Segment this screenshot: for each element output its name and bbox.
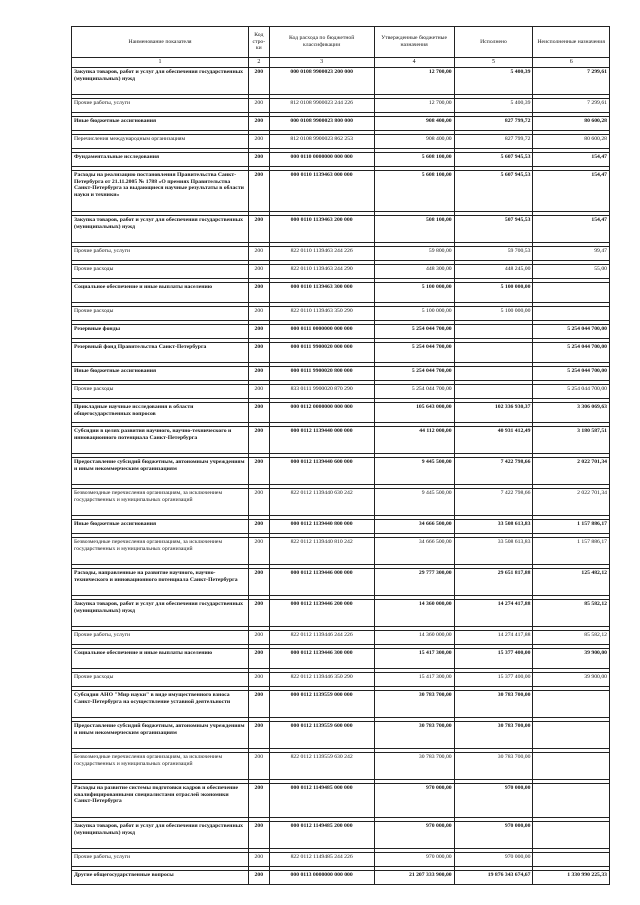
header-name: Наименование показателя: [72, 27, 249, 58]
row-name: Расходы на развитие системы подготовки кадров и обеспечение квалифицированными специалистами отраслей экономики Санкт-Петербурга: [72, 784, 249, 818]
row-line-code: 200: [249, 343, 270, 363]
row-executed-amount: [454, 385, 533, 399]
row-name: Резервные фонды: [72, 325, 249, 339]
row-name: Безвозмездные перечисления организациям, за исключением государственных и муниципальных организаций: [72, 489, 249, 516]
row-executed-amount: 14 274 417,88: [454, 631, 533, 645]
table-row: [72, 427, 610, 454]
row-name: Прикладные научные исследования в области общегосударственных вопросов: [72, 403, 249, 423]
row-executed-amount: [454, 367, 533, 381]
table-row: [72, 265, 610, 279]
table-row: [72, 343, 610, 363]
table-row: [72, 135, 610, 149]
row-classification-code: 000 0112 1139446 000 000: [269, 569, 374, 596]
row-unexecuted-amount: [533, 283, 610, 303]
row-classification-code: 822 0110 1139463 244 290: [269, 265, 374, 279]
table-row: [72, 569, 610, 596]
row-classification-code: 000 0108 9900023 800 000: [269, 117, 374, 131]
table-row: [72, 117, 610, 131]
row-classification-code: 000 0112 1149485 200 000: [269, 822, 374, 849]
row-unexecuted-amount: 1 157 886,17: [533, 538, 610, 565]
row-executed-amount: 5 100 000,00: [454, 283, 533, 303]
row-name: Предоставление субсидий бюджетным, автономным учреждениям и иным некоммерческим организациям: [72, 722, 249, 749]
row-unexecuted-amount: 154,47: [533, 171, 610, 212]
row-line-code: 200: [249, 216, 270, 243]
row-unexecuted-amount: 5 254 044 700,00: [533, 325, 610, 339]
row-name: Прочие расходы: [72, 307, 249, 321]
table-row: [72, 822, 610, 849]
row-line-code: 200: [249, 403, 270, 423]
header-line-code: Код стро-ки: [249, 27, 270, 58]
table-row: [72, 538, 610, 565]
table-row: [72, 631, 610, 645]
row-executed-amount: 7 422 798,66: [454, 458, 533, 485]
row-line-code: 200: [249, 427, 270, 454]
row-unexecuted-amount: 39 900,00: [533, 673, 610, 687]
row-unexecuted-amount: [533, 822, 610, 849]
table-row: [72, 367, 610, 381]
row-name: Закупка товаров, работ и услуг для обеспечения государственных (муниципальных) нужд: [72, 600, 249, 627]
row-executed-amount: 15 377 400,00: [454, 649, 533, 669]
row-line-code: 200: [249, 265, 270, 279]
row-approved-amount: 12 700,00: [374, 68, 454, 95]
column-number: 2: [249, 58, 270, 68]
row-unexecuted-amount: 154,47: [533, 216, 610, 243]
table-row: [72, 673, 610, 687]
row-approved-amount: 5 608 100,00: [374, 171, 454, 212]
table-row: [72, 247, 610, 261]
row-classification-code: 812 0108 9900023 244 226: [269, 99, 374, 113]
column-number: 4: [374, 58, 454, 68]
row-approved-amount: 21 207 333 900,00: [374, 871, 454, 885]
row-approved-amount: 15 417 300,00: [374, 673, 454, 687]
row-unexecuted-amount: 7 299,61: [533, 99, 610, 113]
row-classification-code: 822 0112 1139446 244 226: [269, 631, 374, 645]
row-executed-amount: 5 607 945,53: [454, 153, 533, 167]
table-row: [72, 753, 610, 780]
table-row: [72, 216, 610, 243]
row-line-code: 200: [249, 99, 270, 113]
row-approved-amount: 34 666 500,00: [374, 538, 454, 565]
row-name: Другие общегосударственные вопросы: [72, 871, 249, 885]
row-classification-code: 000 0112 1139446 200 000: [269, 600, 374, 627]
table-row: [72, 871, 610, 885]
row-approved-amount: 30 783 700,00: [374, 753, 454, 780]
row-unexecuted-amount: [533, 853, 610, 867]
table-row: [72, 520, 610, 534]
row-classification-code: 822 0110 1139463 244 226: [269, 247, 374, 261]
row-approved-amount: 908 400,00: [374, 135, 454, 149]
row-name: Социальное обеспечение и иные выплаты населению: [72, 283, 249, 303]
row-unexecuted-amount: 125 482,12: [533, 569, 610, 596]
budget-execution-table: [71, 26, 610, 885]
header-unexecuted: Неисполненные назначения: [533, 27, 610, 58]
row-classification-code: 000 0112 0000000 000 000: [269, 403, 374, 423]
row-approved-amount: 105 643 000,00: [374, 403, 454, 423]
row-executed-amount: 19 876 343 674,67: [454, 871, 533, 885]
row-classification-code: 822 0112 1139440 810 242: [269, 538, 374, 565]
row-unexecuted-amount: 55,00: [533, 265, 610, 279]
row-executed-amount: 30 783 700,00: [454, 722, 533, 749]
row-executed-amount: 15 377 400,00: [454, 673, 533, 687]
column-number-row: [72, 58, 610, 68]
row-approved-amount: 9 445 500,00: [374, 458, 454, 485]
row-approved-amount: 5 254 044 700,00: [374, 325, 454, 339]
table-row: [72, 722, 610, 749]
row-line-code: 200: [249, 247, 270, 261]
row-approved-amount: 908 400,00: [374, 117, 454, 131]
row-unexecuted-amount: [533, 691, 610, 718]
row-line-code: 200: [249, 458, 270, 485]
row-name: Иные бюджетные ассигнования: [72, 367, 249, 381]
column-number: 5: [454, 58, 533, 68]
row-line-code: 200: [249, 722, 270, 749]
row-name: Закупка товаров, работ и услуг для обеспечения государственных (муниципальных) нужд: [72, 216, 249, 243]
row-approved-amount: 29 777 300,00: [374, 569, 454, 596]
row-approved-amount: 30 783 700,00: [374, 722, 454, 749]
row-classification-code: 812 0108 9900023 862 253: [269, 135, 374, 149]
row-executed-amount: 14 274 417,88: [454, 600, 533, 627]
row-unexecuted-amount: 2 022 701,34: [533, 489, 610, 516]
row-executed-amount: [454, 343, 533, 363]
row-classification-code: 000 0112 1139440 600 000: [269, 458, 374, 485]
row-approved-amount: 44 112 000,00: [374, 427, 454, 454]
table-row: [72, 600, 610, 627]
row-approved-amount: 5 608 100,00: [374, 153, 454, 167]
row-unexecuted-amount: [533, 307, 610, 321]
row-unexecuted-amount: 80 600,28: [533, 135, 610, 149]
table-row: [72, 153, 610, 167]
row-executed-amount: 5 400,39: [454, 99, 533, 113]
row-approved-amount: 12 700,00: [374, 99, 454, 113]
row-name: Перечисления международным организациям: [72, 135, 249, 149]
row-line-code: 200: [249, 538, 270, 565]
row-approved-amount: 5 100 000,00: [374, 283, 454, 303]
header-approved: Утвержденные бюджетные назначения: [374, 27, 454, 58]
row-executed-amount: 29 651 817,88: [454, 569, 533, 596]
row-approved-amount: 30 783 700,00: [374, 691, 454, 718]
row-line-code: 200: [249, 171, 270, 212]
row-line-code: 200: [249, 117, 270, 131]
table-body: [72, 68, 610, 885]
table-row: [72, 489, 610, 516]
row-executed-amount: 827 799,72: [454, 117, 533, 131]
row-approved-amount: 5 100 000,00: [374, 307, 454, 321]
row-line-code: 200: [249, 822, 270, 849]
row-classification-code: 000 0110 1139463 000 000: [269, 171, 374, 212]
row-approved-amount: 14 360 000,00: [374, 631, 454, 645]
table-row: [72, 99, 610, 113]
row-approved-amount: 14 360 000,00: [374, 600, 454, 627]
row-executed-amount: 33 508 613,83: [454, 520, 533, 534]
row-name: Резервный фонд Правительства Санкт-Петербурга: [72, 343, 249, 363]
row-classification-code: 000 0113 0000000 000 000: [269, 871, 374, 885]
row-executed-amount: [454, 325, 533, 339]
row-unexecuted-amount: 85 582,12: [533, 600, 610, 627]
row-classification-code: 000 0112 1139559 000 000: [269, 691, 374, 718]
row-line-code: 200: [249, 753, 270, 780]
table-row: [72, 458, 610, 485]
row-line-code: 200: [249, 673, 270, 687]
table-row: [72, 784, 610, 818]
row-name: Иные бюджетные ассигнования: [72, 117, 249, 131]
row-name: Прочие работы, услуги: [72, 853, 249, 867]
row-executed-amount: 102 336 930,37: [454, 403, 533, 423]
row-classification-code: 822 0112 1139446 350 290: [269, 673, 374, 687]
row-name: Расходы на реализацию постановления Правительства Санкт-Петербурга от 21.11.2005 № 1788 «О премиях Правительства Санкт-Петербурга за выдающиеся научные результаты в области науки и техники»: [72, 171, 249, 212]
row-executed-amount: 5 400,39: [454, 68, 533, 95]
row-executed-amount: 30 783 700,00: [454, 691, 533, 718]
table-row: [72, 325, 610, 339]
row-line-code: 200: [249, 520, 270, 534]
table-row: [72, 403, 610, 423]
column-number: 1: [72, 58, 249, 68]
row-classification-code: 822 0110 1139463 350 290: [269, 307, 374, 321]
row-executed-amount: 7 422 798,66: [454, 489, 533, 516]
row-unexecuted-amount: 154,47: [533, 153, 610, 167]
row-unexecuted-amount: 5 254 044 700,00: [533, 385, 610, 399]
row-name: Закупка товаров, работ и услуг для обеспечения государственных (муниципальных) нужд: [72, 68, 249, 95]
table-row: [72, 649, 610, 669]
row-name: Социальное обеспечение и иные выплаты населению: [72, 649, 249, 669]
row-classification-code: 000 0108 9900023 200 000: [269, 68, 374, 95]
row-approved-amount: 15 417 300,00: [374, 649, 454, 669]
row-classification-code: 000 0111 9900020 800 000: [269, 367, 374, 381]
row-classification-code: 000 0112 1139440 000 000: [269, 427, 374, 454]
row-name: Прочие работы, услуги: [72, 99, 249, 113]
row-unexecuted-amount: 3 306 069,63: [533, 403, 610, 423]
row-line-code: 200: [249, 385, 270, 399]
row-executed-amount: 970 000,00: [454, 853, 533, 867]
row-line-code: 200: [249, 307, 270, 321]
row-classification-code: 000 0112 1149485 000 000: [269, 784, 374, 818]
row-approved-amount: 34 666 500,00: [374, 520, 454, 534]
row-line-code: 200: [249, 569, 270, 596]
table-row: [72, 853, 610, 867]
row-classification-code: 000 0110 1139463 200 000: [269, 216, 374, 243]
table-row: [72, 307, 610, 321]
row-unexecuted-amount: [533, 722, 610, 749]
row-executed-amount: 970 000,00: [454, 822, 533, 849]
row-executed-amount: 5 100 000,00: [454, 307, 533, 321]
row-name: Субсидия АНО "Мир науки" в виде имущественного взноса Санкт-Петербурга на осуществление уставной деятельности: [72, 691, 249, 718]
row-approved-amount: 448 300,00: [374, 265, 454, 279]
row-line-code: 200: [249, 135, 270, 149]
row-unexecuted-amount: 7 299,61: [533, 68, 610, 95]
row-unexecuted-amount: 1 330 990 225,33: [533, 871, 610, 885]
column-number: 6: [533, 58, 610, 68]
table-row: [72, 283, 610, 303]
row-approved-amount: 970 000,00: [374, 853, 454, 867]
row-executed-amount: 970 000,00: [454, 784, 533, 818]
row-line-code: 200: [249, 631, 270, 645]
row-unexecuted-amount: 3 180 587,51: [533, 427, 610, 454]
row-executed-amount: 827 799,72: [454, 135, 533, 149]
row-classification-code: 000 0111 0000000 000 000: [269, 325, 374, 339]
row-line-code: 200: [249, 489, 270, 516]
column-number: 3: [269, 58, 374, 68]
header-executed: Исполнено: [454, 27, 533, 58]
row-unexecuted-amount: 85 582,12: [533, 631, 610, 645]
row-approved-amount: 59 800,00: [374, 247, 454, 261]
row-unexecuted-amount: 5 254 044 700,00: [533, 367, 610, 381]
row-line-code: 200: [249, 325, 270, 339]
row-classification-code: 000 0112 1139446 300 000: [269, 649, 374, 669]
row-name: Иные бюджетные ассигнования: [72, 520, 249, 534]
row-name: Прочие работы, услуги: [72, 631, 249, 645]
row-line-code: 200: [249, 68, 270, 95]
row-line-code: 200: [249, 649, 270, 669]
table-header-row: [72, 27, 610, 58]
row-unexecuted-amount: [533, 753, 610, 780]
row-unexecuted-amount: 2 022 701,34: [533, 458, 610, 485]
row-name: Прочие работы, услуги: [72, 247, 249, 261]
row-executed-amount: 448 245,00: [454, 265, 533, 279]
row-approved-amount: 9 445 500,00: [374, 489, 454, 516]
row-name: Расходы, направленные на развитие научного, научно-технического и инновационного потенциала Санкт-Петербурга: [72, 569, 249, 596]
row-name: Прочие расходы: [72, 265, 249, 279]
row-line-code: 200: [249, 153, 270, 167]
row-name: Предоставление субсидий бюджетным, автономным учреждениям и иным некоммерческим организациям: [72, 458, 249, 485]
row-classification-code: 000 0110 0000000 000 000: [269, 153, 374, 167]
row-executed-amount: 30 783 700,00: [454, 753, 533, 780]
row-approved-amount: 5 254 044 700,00: [374, 367, 454, 381]
row-unexecuted-amount: [533, 784, 610, 818]
row-classification-code: 000 0111 9900020 000 000: [269, 343, 374, 363]
row-name: Прочие расходы: [72, 673, 249, 687]
row-executed-amount: 40 931 412,49: [454, 427, 533, 454]
row-name: Фундаментальные исследования: [72, 153, 249, 167]
row-name: Субсидии в целях развития научного, научно-технического и инновационного потенциала Санкт-Петербурга: [72, 427, 249, 454]
row-approved-amount: 508 100,00: [374, 216, 454, 243]
row-classification-code: 822 0112 1149485 244 226: [269, 853, 374, 867]
table-row: [72, 68, 610, 95]
row-name: Закупка товаров, работ и услуг для обеспечения государственных (муниципальных) нужд: [72, 822, 249, 849]
table-row: [72, 385, 610, 399]
row-classification-code: 000 0112 1139440 800 000: [269, 520, 374, 534]
row-line-code: 200: [249, 784, 270, 818]
header-classification-code: Код расхода по бюджетной классификации: [269, 27, 374, 58]
row-approved-amount: 970 000,00: [374, 822, 454, 849]
row-name: Безвозмездные перечисления организациям, за исключением государственных и муниципальных организаций: [72, 753, 249, 780]
row-classification-code: 000 0112 1139559 600 000: [269, 722, 374, 749]
row-line-code: 200: [249, 853, 270, 867]
row-unexecuted-amount: 5 254 044 700,00: [533, 343, 610, 363]
table-row: [72, 691, 610, 718]
row-unexecuted-amount: 99,47: [533, 247, 610, 261]
row-unexecuted-amount: 39 900,00: [533, 649, 610, 669]
row-classification-code: 000 0110 1139463 300 000: [269, 283, 374, 303]
row-name: Прочие расходы: [72, 385, 249, 399]
row-executed-amount: 33 508 613,83: [454, 538, 533, 565]
table-row: [72, 171, 610, 212]
row-line-code: 200: [249, 600, 270, 627]
row-executed-amount: 59 700,53: [454, 247, 533, 261]
row-executed-amount: 5 607 945,53: [454, 171, 533, 212]
row-line-code: 200: [249, 691, 270, 718]
row-unexecuted-amount: 1 157 886,17: [533, 520, 610, 534]
row-classification-code: 822 0112 1139440 630 242: [269, 489, 374, 516]
row-line-code: 200: [249, 283, 270, 303]
row-name: Безвозмездные перечисления организациям, за исключением государственных и муниципальных организаций: [72, 538, 249, 565]
row-line-code: 200: [249, 871, 270, 885]
row-approved-amount: 970 000,00: [374, 784, 454, 818]
row-line-code: 200: [249, 367, 270, 381]
row-classification-code: 833 0111 9900020 870 290: [269, 385, 374, 399]
row-approved-amount: 5 254 044 700,00: [374, 343, 454, 363]
row-unexecuted-amount: 80 600,28: [533, 117, 610, 131]
row-approved-amount: 5 254 044 700,00: [374, 385, 454, 399]
row-executed-amount: 507 945,53: [454, 216, 533, 243]
row-classification-code: 822 0112 1139559 630 242: [269, 753, 374, 780]
